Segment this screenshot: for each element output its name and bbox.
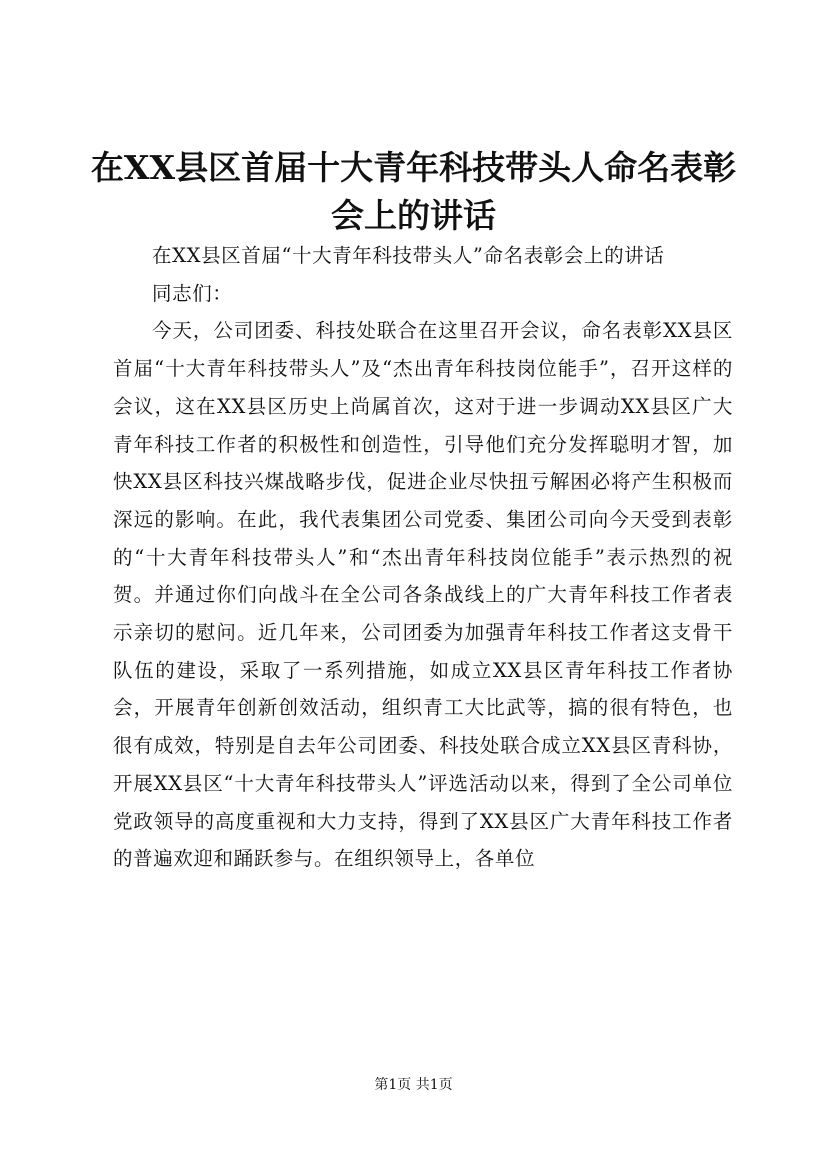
body-paragraph: 今天，公司团委、科技处联合在这里召开会议，命名表彰XX县区首届“十大青年科技带头人”及“杰出青年科技岗位能手”，召开这样的会议，这在XX县区历史上尚属首次，这对于进一步调动XX县区广大青年科技工作者的积极性和创造性，引导他们充分发挥聪明才智，加快XX县区科技兴煤战略步伐，促进企业尽快扭亏解困必将产生积极而深远的影响。在此，我代表集团公司党委、集团公司向今天受到表彰的“十大青年科技带头人”和“杰出青年科技岗位能手”表示热烈的祝贺。并通过你们向战斗在全公司各条战线上的广大青年科技工作者表示亲切的慰问。近几年来，公司团委为加强青年科技工作者这支骨干队伍的建设，采取了一系列措施，如成立XX县区青年科技工作者协会，开展青年创新创效活动，组织青工大比武等，搞的很有特色，也很有成效，特别是自去年公司团委、科技处联合成立XX县区青科协，开展XX县区“十大青年科技带头人”评选活动以来，得到了全公司单位党政领导的高度重视和大力支持，得到了XX县区广大青年科技工作者的普遍欢迎和踊跃参与。在组织领导上，各单位: [113, 319, 733, 871]
title-line-1: 在XX县区首届十大青年科技带头人命名表彰: [90, 148, 737, 187]
document-body: [113, 237, 733, 878]
salutation-paragraph: 同志们：: [152, 281, 233, 305]
subtitle-paragraph: 在XX县区首届“十大青年科技带头人”命名表彰会上的讲话: [152, 244, 665, 267]
page-footer: 第1页 共1页: [374, 1077, 453, 1093]
title-line-2: 会上的讲话: [331, 196, 496, 235]
document-title: [80, 144, 747, 240]
